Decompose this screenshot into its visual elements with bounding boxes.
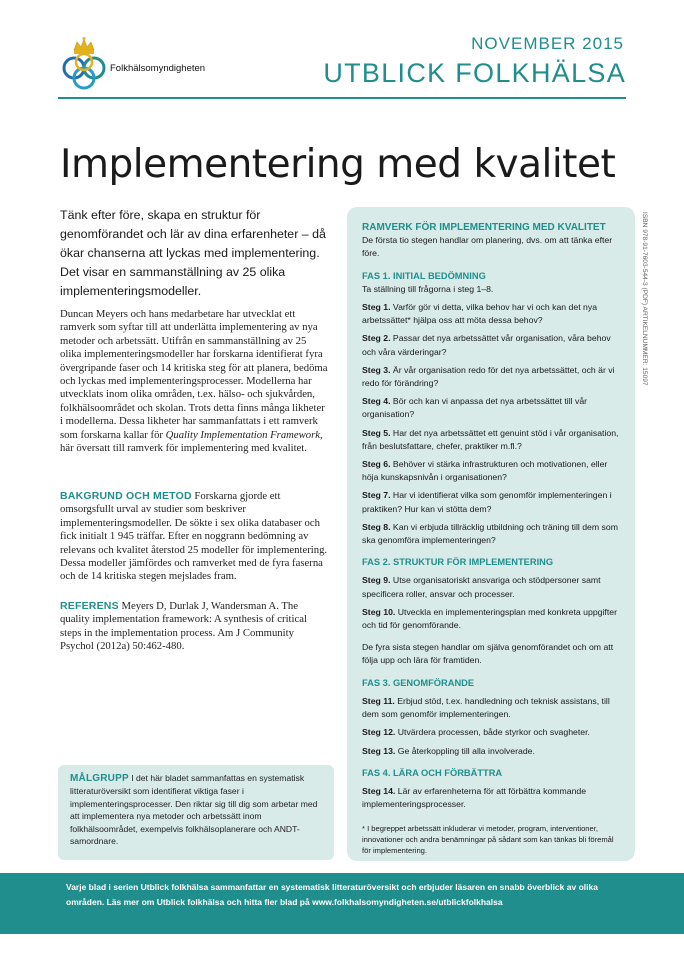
framework-step — [362, 695, 624, 721]
step-label: Steg 14. — [362, 785, 396, 796]
framework-content — [362, 221, 624, 856]
step-label: Steg 12. — [362, 727, 396, 738]
implementation-intro: De fyra sista stegen handlar om själva genomförandet och om att följa upp och lära för framtiden. — [362, 642, 614, 666]
framework-step — [362, 301, 624, 327]
phase-4-heading: FAS 4. LÄRA OCH FÖRBÄTTRA — [362, 767, 503, 778]
framework-step — [362, 574, 624, 600]
reference-text: Meyers D, Durlak J, Wandersman A. The quality implementation framework: A synthesis of critical steps in the implementation process. Am J Community Psychol (2012a) 50:462-480. — [60, 600, 307, 653]
step-label: Steg 6. — [362, 459, 391, 470]
step-text: Passar det nya arbetssättet vår organisation, våra behov och våra värderingar? — [362, 333, 611, 357]
phase-1-steps — [362, 301, 624, 547]
framework-step — [362, 458, 624, 484]
lead-paragraph: Tänk efter före, skapa en struktur för genomförandet och lär av dina erfarenheter – då ökar chanserna att lyckas med implementering. Det visar en sammanställning av 25 olika implementeringsmodeller. — [60, 208, 326, 298]
step-text: Utvärdera processen, både styrkor och svagheter. — [397, 727, 590, 738]
body-text-end: här översatt till ramverk för implementering med kvalitet. — [60, 442, 307, 455]
phase-3-steps — [362, 695, 624, 758]
crown-emblem-icon — [58, 36, 110, 92]
step-label: Steg 13. — [362, 745, 396, 756]
agency-name: Folkhälsomyndigheten — [110, 63, 206, 74]
target-heading: MÅLGRUPP — [70, 773, 129, 784]
page-title: Implementering med kvalitet — [60, 142, 616, 187]
framework-step — [362, 427, 624, 453]
step-label: Steg 4. — [362, 396, 391, 407]
phase-3-heading: FAS 3. GENOMFÖRANDE — [362, 677, 475, 688]
step-text: Utveckla en implementeringsplan med konkreta uppgifter och tid för genomförande. — [362, 606, 617, 631]
phase-1-intro: Ta ställning till frågorna i steg 1–8. — [362, 283, 494, 294]
body-paragraph — [60, 308, 330, 455]
footnote: * I begreppet arbetssätt inkluderar vi metoder, program, interventioner, innovationer och andra benämningar på sådant som kan tänkas bli föremål för implementering. — [362, 824, 614, 856]
body-text: Duncan Meyers och hans medarbetare har utvecklat ett ramverk som syftar till att underlätta implementering av nya metoder och arbetssätt. Utifrån en sammanställning av 25 olika implementeringsmodeller har forskarna identifierat fyra övergripande faser och 14 kritiska steg för att planera, bedöma och lyckas med implementeringsprocesser. Modellerna har utvecklats inom olika områden, t.ex. hälso- och sjukvården, folkhälsoområdet och skolan. Trots detta finns många likheter i modellerna. Dessa likheter har sammanfattats i ett ramverk som forskarna kallar för — [60, 308, 328, 441]
step-label: Steg 1. — [362, 302, 391, 313]
method-heading: BAKGRUND OCH METOD — [60, 490, 192, 502]
isbn-text: ISBN 978-91-7603-544-3 (PDF) ARTIKELNUMMER: 15097 — [641, 212, 648, 386]
framework-name: Quality Implementation Framework, — [165, 428, 323, 441]
step-label: Steg 10. — [362, 606, 396, 617]
step-label: Steg 2. — [362, 333, 391, 344]
step-text: Lär av erfarenheterna för att förbättra kommande implementeringsprocesser. — [362, 785, 587, 810]
reference-section — [60, 600, 330, 654]
framework-step — [362, 785, 624, 811]
footer-text: Varje blad i serien Utblick folkhälsa sammanfattar en systematisk litteraturöversikt och erbjuder läsaren en snabb överblick av olika områden. Läs mer om Utblick folkhälsa och hitta fler blad på www.folkhalsomyndigheten.se/utblickfolkhalsa — [66, 882, 598, 907]
framework-step — [362, 521, 624, 547]
step-text: Ge återkoppling till alla involverade. — [397, 745, 535, 756]
phase-2-heading: FAS 2. STRUKTUR FÖR IMPLEMENTERING — [362, 557, 554, 568]
step-text: Är vår organisation redo för det nya arbetssättet, och är vi redo för förändring? — [362, 364, 615, 389]
framework-step — [362, 726, 624, 739]
framework-title: RAMVERK FÖR IMPLEMENTERING MED KVALITET — [362, 222, 606, 233]
step-label: Steg 7. — [362, 490, 391, 501]
phase-2-steps — [362, 574, 624, 632]
step-text: Har det nya arbetssättet ett genuint stöd i vår organisation, från beslutsfattare, chefer, praktiker m.fl.? — [362, 427, 619, 451]
framework-step — [362, 745, 624, 758]
step-label: Steg 11. — [362, 695, 395, 706]
target-audience — [70, 772, 328, 847]
series-title: UTBLICK FOLKHÄLSA — [323, 58, 626, 88]
step-text: Utse organisatoriskt ansvariga och stödpersoner samt specificera roller, ansvar och processer. — [362, 575, 601, 599]
phase-1-heading: FAS 1. INITIAL BEDÖMNING — [362, 270, 486, 281]
step-text: Kan vi erbjuda tillräcklig utbildning och träning till dem som ska genomföra implementeringen? — [362, 521, 618, 546]
reference-heading: REFERENS — [60, 600, 119, 612]
agency-logo — [58, 36, 218, 92]
issue-date: NOVEMBER 2015 — [471, 34, 624, 53]
step-text: Behöver vi stärka infrastrukturen och motivationen, eller höja kunskapsnivån i organisationen? — [362, 459, 608, 483]
step-text: Erbjud stöd, t.ex. handledning och teknisk assistans, till dem som genomför implementeringen. — [362, 695, 610, 720]
step-label: Steg 3. — [362, 364, 391, 375]
step-text: Bör och kan vi anpassa det nya arbetssättet till vår organisation? — [362, 396, 588, 420]
framework-step — [362, 395, 624, 421]
step-label: Steg 9. — [362, 575, 391, 586]
method-section — [60, 490, 330, 584]
framework-step — [362, 332, 624, 358]
framework-step — [362, 364, 624, 390]
framework-step — [362, 489, 624, 515]
step-label: Steg 8. — [362, 521, 391, 532]
step-text: Har vi identifierat vilka som genomför implementeringen i praktiken? Hur kan vi stötta dem? — [362, 490, 612, 514]
method-text: Forskarna gjorde ett omsorgsfullt urval av studier som beskriver implementeringsmodeller. De sökte i sex olika databaser och fick initialt 1 945 träffar. Efter en noggrann bedömning av relevans och kvalitet återstod 25 modeller för implementering. Dessa modeller jämfördes och ramverket med de fyra faserna och de 14 kritiska stegen mejslades fram. — [60, 490, 328, 583]
step-text: Varför gör vi detta, vilka behov har vi och kan det nya arbetssättet* hjälpa oss att möta dessa behov? — [362, 302, 598, 326]
step-label: Steg 5. — [362, 427, 391, 438]
framework-intro: De första tio stegen handlar om planering, dvs. om att tänka efter före. — [362, 235, 613, 259]
header-divider — [58, 97, 626, 99]
target-text: I det här bladet sammanfattas en systematisk litteraturöversikt som identifierat viktiga faser i implementeringsprocesser. Den riktar sig till dig som arbetar med att implementera nya metoder och arbetssätt inom folkhälsoområdet, exempelvis folkhälsoplanerare och ANDT-samordnare. — [70, 773, 318, 847]
framework-step — [362, 606, 624, 632]
phase-4-steps — [362, 785, 624, 811]
